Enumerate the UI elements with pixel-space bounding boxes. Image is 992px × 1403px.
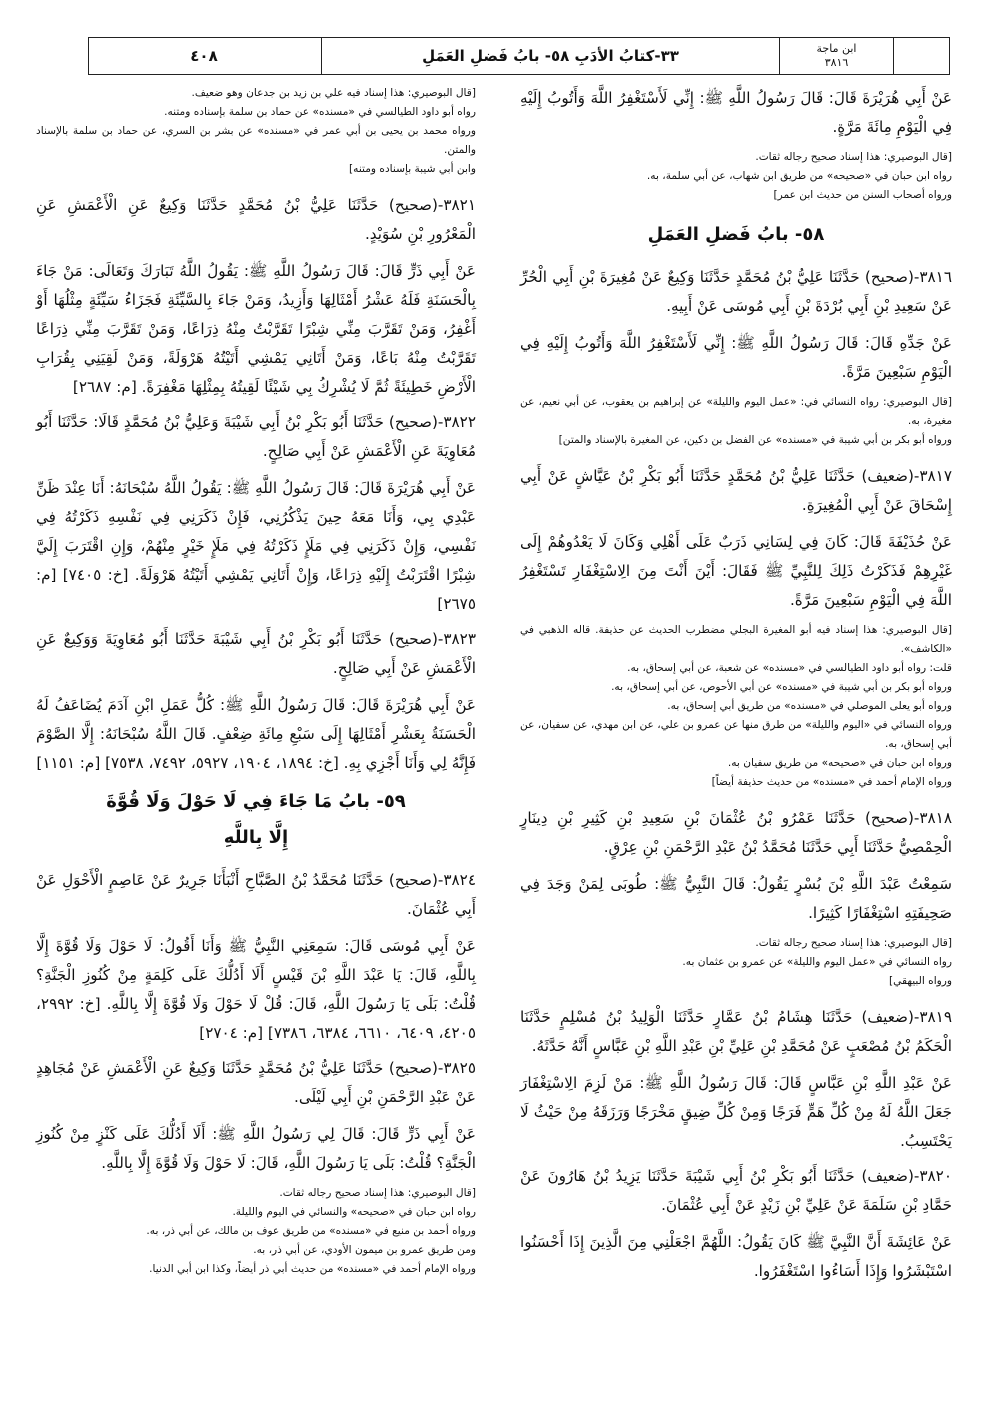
hadith-3819-matn: عَنْ عَبْدِ اللَّهِ بْنِ عَبَّاسٍ قَالَ: قَالَ رَسُولُ اللَّهِ ﷺ: مَنْ لَزِمَ الِاسْتِغْفَارَ جَعَلَ اللَّهُ لَهُ مِنْ كُلِّ هَمٍّ فَرَجًا وَمِنْ كُلِّ ضِيقٍ مَخْرَجًا وَرَزَقَهُ مِنْ حَيْثُ لَا يَحْتَسِبُ.: [520, 1074, 952, 1150]
note: ورواه أصحاب السنن من حديث ابن عمر]: [773, 189, 952, 201]
note: [قال البوصيري: هذا إسناد فيه علي بن زيد بن جدعان وهو ضعيف.: [191, 87, 476, 99]
hadith-3817-notes: [520, 621, 952, 792]
hadith-3816-isnad: ٣٨١٦-(صحيح) حَدَّثَنَا عَلِيُّ بْنُ مُحَمَّدٍ حَدَّثَنَا وَكِيعٌ عَنْ مُغِيرَةَ بْنِ أَبِي الْحُرِّ عَنْ سَعِيدِ بْنِ أَبِي بُرْدَةَ بْنِ أَبِي مُوسَى عَنْ أَبِيهِ.: [520, 268, 952, 315]
hadith-3821-matn: عَنْ أَبِي ذَرٍّ قَالَ: قَالَ رَسُولُ اللَّهِ ﷺ: يَقُولُ اللَّهُ تَبَارَكَ وَتَعَالَى: مَنْ جَاءَ بِالْحَسَنَةِ فَلَهُ عَشْرُ أَمْثَالِهَا وَأَزِيدُ، وَمَنْ جَاءَ بِالسَّيِّئَةِ فَجَزَاءُ سَيِّئَةٍ مِثْلُهَا أَوْ أَغْفِرُ، وَمَنْ تَقَرَّبَ مِنِّي شِبْرًا تَقَرَّبْتُ مِنْهُ ذِرَاعًا، وَمَنْ تَقَرَّبَ مِنِّي ذِرَاعًا تَقَرَّبْتُ مِنْهُ بَاعًا، وَمَنْ أَتَانِي يَمْشِي أَتَيْتُهُ هَرْوَلَةً، وَمَنْ لَقِيَنِي بِقُرَابِ الْأَرْضِ خَطِيئَةً ثُمَّ لَا يُشْرِكُ بِي شَيْئًا لَقِيتُهُ بِمِثْلِهَا مَغْفِرَةً. [م: ٢٦٨٧]: [36, 262, 476, 396]
hadith-3816-notes: [520, 393, 952, 450]
chapter-heading-58: ٥٨- بابُ فَضلِ العَمَلِ: [647, 224, 825, 245]
note: رواه ابن حبان في «صحيحه» من طريق ابن شهاب، عن أبي سلمة، به.: [646, 170, 952, 182]
hadith-3823-matn: عَنْ أَبِي هُرَيْرَةَ قَالَ: قَالَ رَسُولُ اللَّهِ ﷺ: كُلُّ عَمَلِ ابْنِ آدَمَ يُضَاعَفُ لَهُ الْحَسَنَةُ بِعَشْرِ أَمْثَالِهَا إِلَى سَبْعِ مِائَةِ ضِعْفٍ. قَالَ اللَّهُ سُبْحَانَهُ: إِلَّا الصَّوْمَ فَإِنَّهُ لِي وَأَنَا أَجْزِي بِهِ. [خ: ١٨٩٤، ١٩٠٤، ٥٩٢٧، ٧٤٩٢، ٧٥٣٨] [م: ١١٥١]: [36, 696, 476, 772]
note: رواه النسائي في «عمل اليوم والليلة» عن عمرو بن عثمان به.: [682, 956, 952, 968]
hadith-3819-isnad: ٣٨١٩-(ضعيف) حَدَّثَنَا هِشَامُ بْنُ عَمَّارٍ حَدَّثَنَا الْوَلِيدُ بْنُ مُسْلِمٍ حَدَّثَنَا الْحَكَمُ بْنُ مُصْعَبٍ عَنْ مُحَمَّدِ بْنِ عَلِيِّ بْنِ عَبْدِ اللَّهِ بْنِ عَبَّاسٍ أَنَّهُ حَدَّثَهُ.: [520, 1008, 952, 1055]
book-name: ابن ماجة: [816, 42, 857, 55]
hadith-3821-isnad: ٣٨٢١-(صحيح) حَدَّثَنَا عَلِيُّ بْنُ مُحَمَّدٍ حَدَّثَنَا وَكِيعٌ عَنِ الْأَعْمَشِ عَنِ الْمَعْرُورِ بْنِ سُوَيْدٍ.: [36, 196, 476, 243]
header-title: ٣٣-كتابُ الأدَبِ ٥٨- بابُ فَضلِ العَمَلِ: [321, 38, 779, 74]
hadith-3822-matn: عَنْ أَبِي هُرَيْرَةَ قَالَ: قَالَ رَسُولُ اللَّهِ ﷺ: يَقُولُ اللَّهُ سُبْحَانَهُ: أَنَا عِنْدَ ظَنِّ عَبْدِي بِي، وَأَنَا مَعَهُ حِينَ يَذْكُرُنِي، فَإِنْ ذَكَرَنِي فِي نَفْسِهِ ذَكَرْتُهُ فِي نَفْسِي، وَإِنْ ذَكَرَنِي فِي مَلَإٍ ذَكَرْتُهُ فِي مَلَإٍ خَيْرٍ مِنْهُمْ، وَإِنِ اقْتَرَبَ إِلَيَّ شِبْرًا اقْتَرَبْتُ إِلَيْهِ ذِرَاعًا، وَإِنْ أَتَانِي يَمْشِي أَتَيْتُهُ هَرْوَلَةً. [خ: ٧٤٠٥] [م: ٢٦٧٥]: [36, 479, 476, 613]
hadith-3818-isnad: ٣٨١٨-(صحيح) حَدَّثَنَا عَمْرُو بْنُ عُثْمَانَ بْنِ سَعِيدِ بْنِ كَثِيرِ بْنِ دِينَارٍ الْحِمْصِيُّ حَدَّثَنَا أَبِي حَدَّثَنَا مُحَمَّدُ بْنُ عَبْدِ الرَّحْمَنِ بْنِ عِرْقٍ.: [520, 809, 952, 856]
note: ورواه الإمام أحمد في «مسنده» من حديث حذيفة أيضاً]: [711, 776, 952, 788]
hadith-3825-isnad: ٣٨٢٥-(صحيح) حَدَّثَنَا عَلِيُّ بْنُ مُحَمَّدٍ حَدَّثَنَا وَكِيعٌ عَنِ الْأَعْمَشِ عَنْ مُجَاهِدٍ عَنْ عَبْدِ الرَّحْمَنِ بْنِ أَبِي لَيْلَى.: [36, 1059, 476, 1106]
hadith-3815-notes: [520, 148, 952, 205]
hadith-3820-notes: [36, 84, 476, 179]
note: ورواه النسائي في «اليوم والليلة» من طرق منها عن عمرو بن علي، عن ابن مهدي، عن سفيان، عن أبي إسحاق، به.: [520, 719, 952, 750]
note: [قال البوصيري: هذا إسناد صحيح رجاله ثقات.: [279, 1187, 476, 1199]
hadith-3820-matn: عَنْ عَائِشَةَ أَنَّ النَّبِيَّ ﷺ كَانَ يَقُولُ: اللَّهُمَّ اجْعَلْنِي مِنَ الَّذِينَ إِذَا أَحْسَنُوا اسْتَبْشَرُوا وَإِذَا أَسَاءُوا اسْتَغْفَرُوا.: [520, 1233, 952, 1280]
note: [قال البوصيري: هذا إسناد فيه أبو المغيرة البجلي مضطرب الحديث عن حذيفة. قاله الذهبي في «الكاشف».: [520, 624, 952, 655]
hadith-3825-notes: [36, 1184, 476, 1279]
header-hadith-number: ٣٨١٦: [824, 56, 849, 69]
note: ورواه أبو يعلى الموصلي في «مسنده» من طريق أبي إسحاق، به.: [667, 700, 952, 712]
hadith-3823-isnad: ٣٨٢٣-(صحيح) حَدَّثَنَا أَبُو بَكْرِ بْنُ أَبِي شَيْبَةَ حَدَّثَنَا أَبُو مُعَاوِيَةَ وَوَكِيعٌ عَنِ الْأَعْمَشِ عَنْ أَبِي صَالِحٍ.: [36, 630, 476, 677]
note: وابن أبي شيبة بإسناده ومتنه]: [349, 163, 476, 175]
right-column: [520, 84, 952, 1292]
note: [قال البوصيري: هذا إسناد صحيح رجاله ثقات.: [755, 937, 952, 949]
note: ورواه البيهقي]: [889, 975, 952, 987]
hadith-3822-isnad: ٣٨٢٢-(صحيح) حَدَّثَنَا أَبُو بَكْرِ بْنُ أَبِي شَيْبَةَ وَعَلِيُّ بْنُ مُحَمَّدٍ قَالَا: حَدَّثَنَا أَبُو مُعَاوِيَةَ عَنِ الْأَعْمَشِ عَنْ أَبِي صَالِحٍ.: [36, 413, 476, 460]
hadith-3818-notes: [520, 934, 952, 991]
hadith-3817-matn: عَنْ حُذَيْفَةَ قَالَ: كَانَ فِي لِسَانِي ذَرَبٌ عَلَى أَهْلِي وَكَانَ لَا يَعْدُوهُمْ إِلَى غَيْرِهِمْ فَذَكَرْتُ ذَلِكَ لِلنَّبِيِّ ﷺ فَقَالَ: أَيْنَ أَنْتَ مِنَ الِاسْتِغْفَارِ تَسْتَغْفِرُ اللَّهَ فِي الْيَوْمِ سَبْعِينَ مَرَّةً.: [520, 533, 952, 609]
hadith-3817-isnad: ٣٨١٧-(ضعيف) حَدَّثَنَا عَلِيُّ بْنُ مُحَمَّدٍ حَدَّثَنَا أَبُو بَكْرِ بْنُ عَيَّاشٍ عَنْ أَبِي إِسْحَاقَ عَنْ أَبِي الْمُغِيرَةِ.: [520, 467, 952, 514]
note: ورواه محمد بن يحيى بن أبي عمر في «مسنده» عن بشر بن السري، عن حماد بن سلمة بالإسناد والمتن.: [36, 125, 476, 156]
header-empty-cell: [893, 38, 949, 74]
hadith-3825-matn: عَنْ أَبِي ذَرٍّ قَالَ: قَالَ لِي رَسُولُ اللَّهِ ﷺ: أَلَا أَدُلُّكَ عَلَى كَنْزٍ مِنْ كُنُوزِ الْجَنَّةِ؟ قُلْتُ: بَلَى يَا رَسُولَ اللَّهِ، قَالَ: لَا حَوْلَ وَلَا قُوَّةَ إِلَّا بِاللَّهِ.: [36, 1125, 476, 1172]
note: ورواه أحمد بن منيع في «مسنده» من طريق عوف بن مالك، عن أبي ذر، به.: [146, 1225, 476, 1237]
chapter-heading-59-line2: إِلَّا بِاللَّهِ: [223, 827, 289, 848]
note: رواه أبو داود الطيالسي في «مسنده» عن حماد بن سلمة بإسناده ومتنه.: [164, 106, 476, 118]
hadith-3816-matn: عَنْ جَدِّهِ قَالَ: قَالَ رَسُولُ اللَّهِ ﷺ: إِنِّي لَأَسْتَغْفِرُ اللَّهَ وَأَتُوبُ إِلَيْهِ فِي الْيَوْمِ سَبْعِينَ مَرَّةً.: [520, 334, 952, 381]
chapter-heading-59: [36, 784, 476, 856]
note: ومن طريق عمرو بن ميمون الأودي، عن أبي ذر، به.: [253, 1244, 476, 1256]
chapter-heading-59-line1: ٥٩- بابُ مَا جَاءَ فِي لَا حَوْلَ وَلَا قُوَّةَ: [106, 791, 406, 812]
page-number: ٤٠٨: [190, 47, 218, 65]
left-column: [36, 84, 476, 1291]
note: ورواه ابن حبان في «صحيحه» من طريق سفيان به.: [727, 757, 952, 769]
note: رواه ابن حبان في «صحيحه» والنسائي في اليوم والليلة.: [232, 1206, 476, 1218]
hadith-3824-matn: عَنْ أَبِي مُوسَى قَالَ: سَمِعَنِي النَّبِيُّ ﷺ وَأَنَا أَقُولُ: لَا حَوْلَ وَلَا قُوَّةَ إِلَّا بِاللَّهِ، قَالَ: يَا عَبْدَ اللَّهِ بْنَ قَيْسٍ أَلَا أَدُلُّكَ عَلَى كَلِمَةٍ مِنْ كُنُوزِ الْجَنَّةِ؟ قُلْتُ: بَلَى يَا رَسُولَ اللَّهِ، قَالَ: قُلْ لَا حَوْلَ وَلَا قُوَّةَ إِلَّا بِاللَّهِ. [خ: ٢٩٩٢، ٤٢٠٥، ٦٤٠٩، ٦٦١٠، ٦٣٨٤، ٧٣٨٦] [م: ٢٧٠٤]: [36, 937, 476, 1042]
hadith-3824-isnad: ٣٨٢٤-(صحيح) حَدَّثَنَا مُحَمَّدُ بْنُ الصَّبَّاحِ أَنْبَأَنَا جَرِيرٌ عَنْ عَاصِمٍ الْأَحْوَلِ عَنْ أَبِي عُثْمَانَ.: [36, 871, 476, 918]
note: ورواه أبو بكر بن أبي شيبة في «مسنده» عن أبي الأحوص، عن أبي إسحاق، به.: [611, 681, 952, 693]
note: ورواه أبو بكر بن أبي شيبة في «مسنده» عن الفضل بن دكين، عن المغيرة بالإسناد والمتن]: [558, 434, 952, 446]
note: [قال البوصيري: رواه النسائي في: «عمل اليوم والليلة» عن إبراهيم بن يعقوب، عن أبي نعيم، عن مغيرة، به.: [520, 396, 952, 427]
note: ورواه الإمام أحمد في «مسنده» من حديث أبي ذر أيضاً، وكذا ابن أبي الدنيا.: [149, 1263, 476, 1275]
hadith-3815-matn: عَنْ أَبِي هُرَيْرَةَ قَالَ: قَالَ رَسُولُ اللَّهِ ﷺ: إِنِّي لَأَسْتَغْفِرُ اللَّهَ وَأَتُوبُ إِلَيْهِ فِي الْيَوْمِ مِائَةَ مَرَّةٍ.: [520, 89, 952, 136]
hadith-3818-matn: سَمِعْتُ عَبْدَ اللَّهِ بْنَ بُسْرٍ يَقُولُ: قَالَ النَّبِيُّ ﷺ: طُوبَى لِمَنْ وَجَدَ فِي صَحِيفَتِهِ اسْتِغْفَارًا كَثِيرًا.: [520, 875, 952, 922]
header-book-ref: [779, 38, 893, 74]
hadith-3820-isnad: ٣٨٢٠-(ضعيف) حَدَّثَنَا أَبُو بَكْرِ بْنُ أَبِي شَيْبَةَ حَدَّثَنَا يَزِيدُ بْنُ هَارُونَ عَنْ حَمَّادِ بْنِ سَلَمَةَ عَنْ عَلِيِّ بْنِ زَيْدٍ عَنْ أَبِي عُثْمَانَ.: [520, 1167, 952, 1214]
note: [قال البوصيري: هذا إسناد صحيح رجاله ثقات.: [755, 151, 952, 163]
page-header: [88, 37, 950, 75]
note: قلت: رواه أبو داود الطيالسي في «مسنده» عن شعبة، عن أبي إسحاق، به.: [627, 662, 952, 674]
